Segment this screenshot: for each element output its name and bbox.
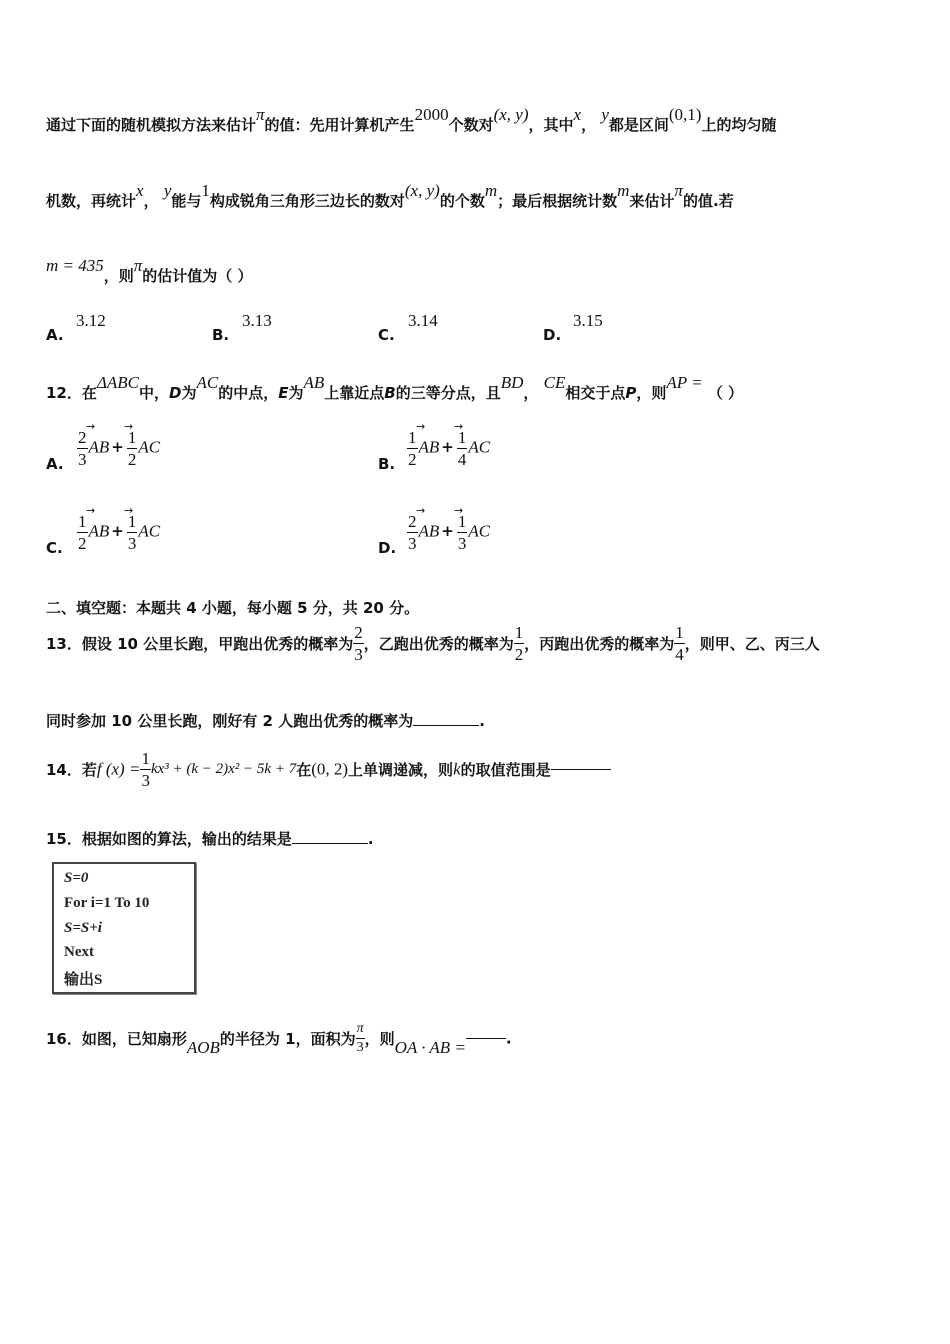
q13-line-1: 13．假设 10 公里长跑，甲跑出优秀的概率为 $\frac{2}{3}$ ，乙跑出优秀的概率为 $\frac{1}{2}$ ，丙跑出优秀的概率为 $\frac{1}{4}$ ，则甲、乙、丙三人 [46, 623, 820, 664]
fraction: $\frac{1}{4}$ [675, 623, 684, 664]
q16-line: 16．如图，已知扇形AOB的半径为 1，面积为 $\frac{\pi}{3}$ ，则OA · AB = . [46, 1021, 512, 1057]
code-line: 输出S [64, 972, 103, 988]
code-line: S=S+i [64, 920, 102, 936]
q12-option-c-expr: $\frac{1}{2}$ AB + $\frac{1}{3}$ AC [78, 512, 161, 553]
q11-line-1: 通过下面的随机模拟方法来估计π的值：先用计算机产生2000个数对(x, y)，其中x， y都是区间(0,1)上的均匀随 [46, 105, 777, 134]
fraction: $\frac{1}{2}$ [408, 428, 417, 469]
answer-blank [413, 725, 479, 726]
code-line: S=0 [64, 870, 89, 886]
q12-option-a-label: A. [46, 455, 64, 473]
fraction: $\frac{1}{2}$ [127, 428, 137, 469]
fraction: $\frac{1}{3}$ [457, 512, 467, 553]
q11-option-a-value: 3.12 [76, 311, 106, 330]
fraction: $\frac{1}{3}$ [127, 512, 137, 553]
fraction: $\frac{1}{2}$ [514, 623, 524, 664]
vector-arrow-icon: → [416, 420, 426, 433]
vector-arrow-icon: → [86, 420, 96, 433]
vector-arrow-icon: → [454, 420, 464, 433]
fraction: $\frac{2}{3}$ [354, 623, 363, 664]
q12-option-d-expr: $\frac{2}{3}$ AB + $\frac{1}{3}$ AC [408, 512, 491, 553]
vector-arrow-icon: → [124, 504, 134, 517]
q12-option-b-expr: $\frac{1}{2}$ AB + $\frac{1}{4}$ AC [408, 428, 491, 469]
q11-option-d-value: 3.15 [573, 311, 603, 330]
vector-arrow-icon: → [124, 420, 134, 433]
q12-stem: 12．在ΔABC中，D为AC的中点，E为AB上靠近点B的三等分点，且BD， CE相交于点P，则AP = （ ） [46, 373, 744, 402]
q11-line-2: 机数，再统计x， y能与1构成锐角三角形三边长的数对(x, y)的个数m；最后根据统计数m来估计π的值.若 [46, 181, 734, 210]
q12-option-d-label: D. [378, 539, 397, 557]
q11-option-a-label: A. [46, 326, 64, 344]
q12-option-a-expr: $\frac{2}{3}$ AB + $\frac{1}{2}$ AC [78, 428, 161, 469]
q11-line-3: m = 435，则π的估计值为（ ） [46, 256, 253, 285]
q11-option-b-label: B. [212, 326, 230, 344]
q15-line: 15．根据如图的算法，输出的结果是 . [46, 830, 374, 848]
q12-option-b-label: B. [378, 455, 396, 473]
q12-option-c-label: C. [46, 539, 63, 557]
answer-blank [292, 843, 368, 844]
vector-arrow-icon: → [454, 504, 464, 517]
fraction: $\frac{1}{2}$ [78, 512, 87, 553]
fraction: $\frac{1}{4}$ [457, 428, 467, 469]
fraction: $\frac{\pi}{3}$ [356, 1021, 364, 1055]
q11-option-d-label: D. [543, 326, 562, 344]
algorithm-box [52, 862, 196, 994]
q14-line: 14．若f (x) = $\frac{1}{3}$ kx³ + (k − 2)x² − 5k + 7在(0, 2)上单调递减，则k的取值范围是 [46, 750, 611, 789]
vector-arrow-icon: → [86, 504, 96, 517]
fraction: $\frac{1}{3}$ [141, 749, 150, 790]
fraction: $\frac{2}{3}$ [78, 428, 87, 469]
answer-blank [551, 769, 611, 770]
q13-line-2: 同时参加 10 公里长跑，刚好有 2 人跑出优秀的概率为 . [46, 712, 485, 730]
vector-arrow-icon: → [416, 504, 426, 517]
fraction: $\frac{2}{3}$ [408, 512, 417, 553]
q11-option-b-value: 3.13 [242, 311, 272, 330]
code-line: Next [64, 944, 94, 960]
answer-blank [466, 1038, 506, 1039]
q11-option-c-label: C. [378, 326, 395, 344]
code-line: For i=1 To 10 [64, 895, 150, 911]
q11-option-c-value: 3.14 [408, 311, 438, 330]
section-heading: 二、填空题：本题共 4 小题，每小题 5 分，共 20 分。 [46, 599, 420, 617]
